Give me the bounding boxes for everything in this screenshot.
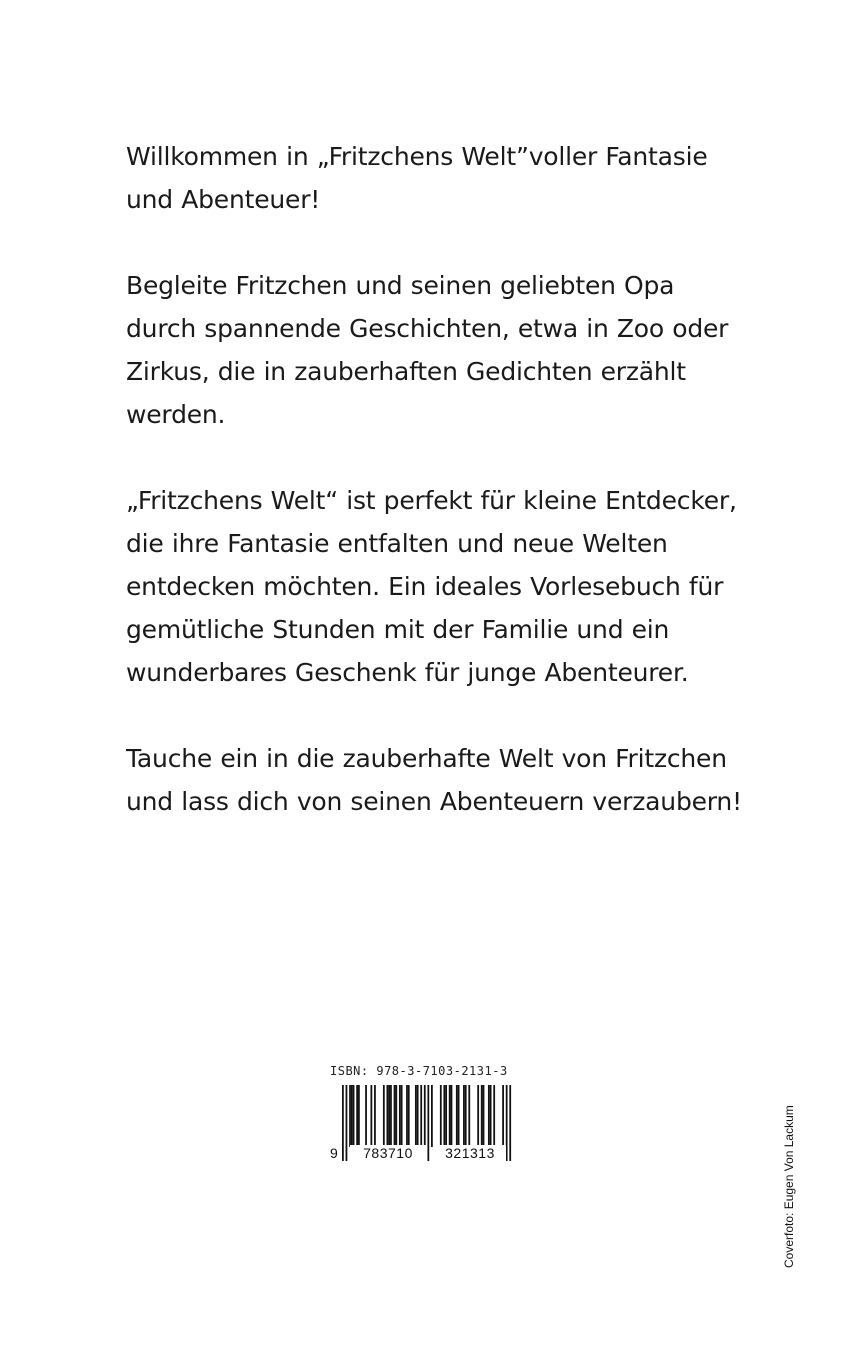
barcode-bar	[449, 1085, 451, 1147]
isbn-number: ISBN: 978-3-7103-2131-3	[330, 1064, 508, 1078]
barcode-bar	[408, 1085, 410, 1147]
barcode-lead-digit: 9	[330, 1145, 338, 1161]
barcode-bar	[509, 1085, 511, 1161]
barcode-bar	[493, 1085, 495, 1147]
barcode-bar	[349, 1085, 351, 1147]
barcode-bar	[477, 1085, 479, 1147]
barcode-bar	[390, 1085, 392, 1147]
barcode-bar	[346, 1085, 348, 1161]
barcode-bar	[451, 1085, 453, 1147]
barcode-left-digits: 783710	[350, 1145, 426, 1161]
barcode-bar	[358, 1085, 360, 1147]
barcode-bar	[415, 1085, 417, 1147]
barcode-bar	[356, 1085, 358, 1147]
barcode-bar	[417, 1085, 419, 1147]
barcode-bar	[374, 1085, 376, 1147]
barcode-bar	[399, 1085, 401, 1147]
barcode-bar	[387, 1085, 389, 1147]
barcode-bar	[506, 1085, 508, 1161]
isbn-block	[330, 1064, 530, 1165]
barcode-bar	[502, 1085, 504, 1147]
barcode-bar	[395, 1085, 397, 1147]
barcode-bar	[365, 1085, 367, 1147]
barcode-bar	[483, 1085, 485, 1147]
barcode-bar	[490, 1085, 492, 1147]
barcode-bar	[468, 1085, 470, 1147]
barcode-bar	[481, 1085, 483, 1147]
barcode-bar	[440, 1085, 442, 1147]
barcode-bar	[420, 1085, 422, 1147]
barcode-bar	[458, 1085, 460, 1147]
blurb-paragraph-audience: „Fritzchens Welt“ ist perfekt für kleine Entdecker, die ihre Fantasie entfalten und neue Welten entdecken möchten. Ein ideales Vorlesebuch für gemütliche Stunden mit der Familie und ein wunderbares Geschenk für junge Abenteurer.	[126, 486, 737, 687]
barcode-bar	[353, 1085, 355, 1147]
barcode-bar	[394, 1085, 396, 1147]
blurb-paragraph-story: Begleite Fritzchen und seinen geliebten Opa durch spannende Geschichten, etwa in Zoo oder Zirkus, die in zauberhaften Gedichten erzählt werden.	[126, 271, 729, 429]
barcode-bar	[456, 1085, 458, 1147]
barcode-bar	[488, 1085, 490, 1147]
barcode-bar	[445, 1085, 447, 1147]
barcode-bar	[401, 1085, 403, 1147]
barcode-bar	[342, 1085, 344, 1161]
back-cover-blurb	[126, 135, 746, 823]
barcode-right-digits: 321313	[434, 1145, 506, 1161]
barcode-bar	[383, 1085, 385, 1147]
barcode-bar	[351, 1085, 353, 1147]
barcode	[330, 1085, 520, 1165]
barcode-bar	[463, 1085, 465, 1147]
blurb-paragraph-welcome: Willkommen in „Fritzchens Welt”voller Fantasie und Abenteuer!	[126, 142, 708, 214]
barcode-bar	[406, 1085, 408, 1147]
cover-photo-credit: Coverfoto: Eugen Von Lackum	[782, 1105, 796, 1268]
barcode-bar	[465, 1085, 467, 1147]
barcode-bar	[370, 1085, 372, 1147]
barcode-bar	[427, 1085, 429, 1161]
blurb-paragraph-closing: Tauche ein in die zauberhafte Welt von Fritzchen und lass dich von seinen Abenteuern verzaubern!	[126, 744, 742, 816]
barcode-bar	[443, 1085, 445, 1147]
barcode-bar	[388, 1085, 390, 1147]
barcode-bar	[431, 1085, 433, 1147]
